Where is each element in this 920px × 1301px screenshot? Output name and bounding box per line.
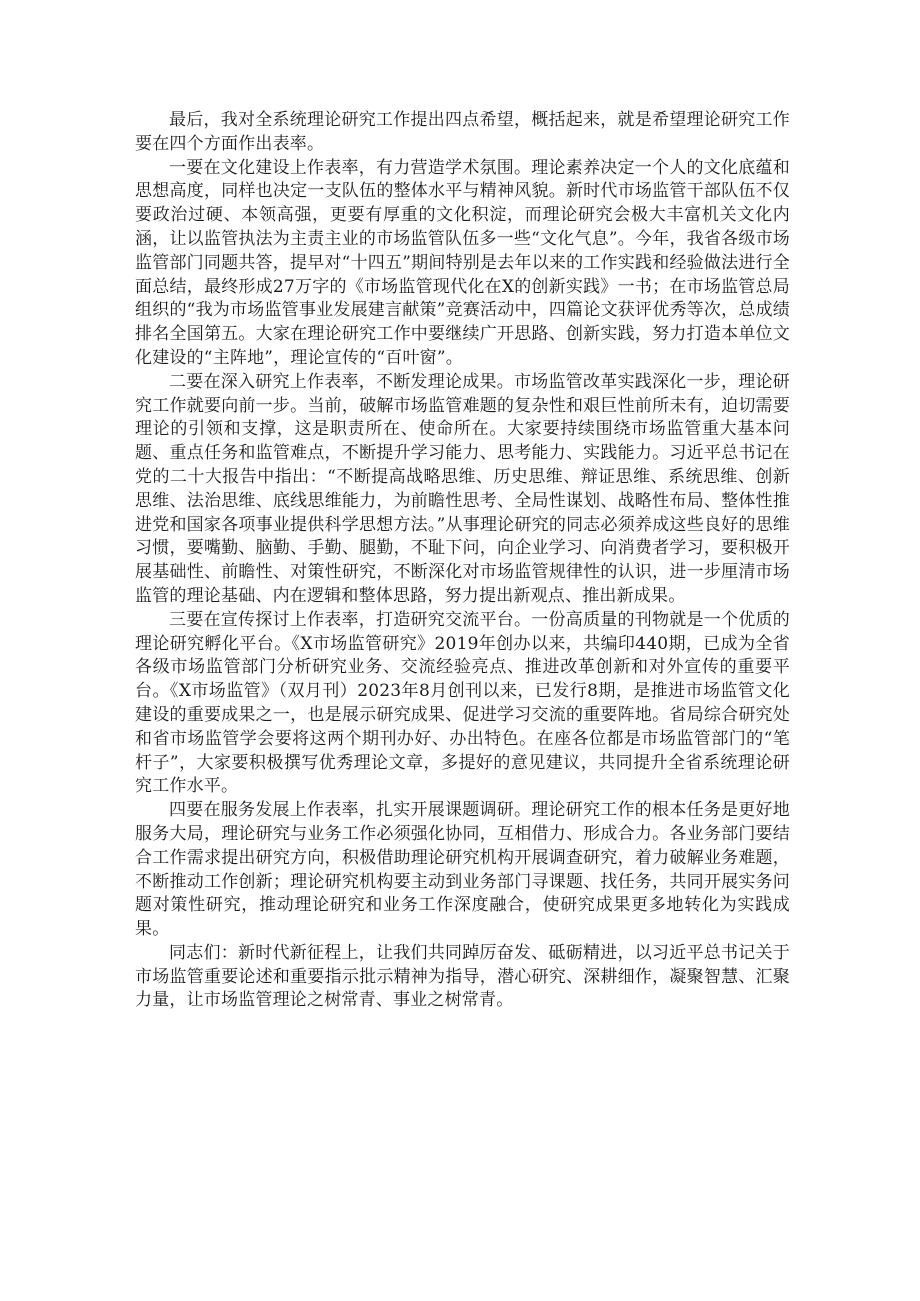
paragraph-culture: 一要在文化建设上作表率，有力营造学术氛围。理论素养决定一个人的文化底蕴和思想高度，同样也决定一支队伍的整体水平与精神风貌。新时代市场监管干部队伍不仅要政治过硬、本领高强，更要有厚重的文化积淀，而理论研究会极大丰富机关文化内涵，让以监管执法为主责主业的市场监管队伍多一些“文化气息”。今年，我省各级市场监管部门同题共答，提早对“十四五”期间特别是去年以来的工作实践和经验做法进行全面总结，最终形成27万字的《市场监管现代化在X的创新实践》一书；在市场监管总局组织的“我为市场监管事业发展建言献策”竞赛活动中，四篇论文获评优秀等次，总成绩排名全国第五。大家在理论研究工作中要继续广开思路、创新实践，努力打造本单位文化建设的“主阵地”，理论宣传的“百叶窗”。	[135, 157, 790, 368]
paragraph-research: 二要在深入研究上作表率，不断发理论成果。市场监管改革实践深化一步，理论研究工作就要向前一步。当前，破解市场监管难题的复杂性和艰巨性前所未有，迫切需要理论的引领和支撑，这是职责所在、使命所在。大家要持续围绕市场监管重大基本问题、重点任务和监管难点，不断提升学习能力、思考能力、实践能力。习近平总书记在党的二十大报告中指出：“不断提高战略思维、历史思维、辩证思维、系统思维、创新思维、法治思维、底线思维能力，为前瞻性思考、全局性谋划、战略性布局、整体性推进党和国家各项事业提供科学思想方法。”从事理论研究的同志必须养成这些良好的思维习惯，要嘴勤、脑勤、手勤、腿勤，不耻下问，向企业学习、向消费者学习，要积极开展基础性、前瞻性、对策性研究，不断深化对市场监管规律性的认识，进一步厘清市场监管的理论基础、内在逻辑和整体思路，努力提出新观点、推出新成果。	[135, 371, 790, 606]
paragraph-closing: 同志们：新时代新征程上，让我们共同踔厉奋发、砥砺精进，以习近平总书记关于市场监管重要论述和重要指示批示精神为指导，潜心研究、深耕细作，凝聚智慧、汇聚力量，让市场监管理论之树常青、事业之树常青。	[135, 942, 790, 1011]
paragraph-intro: 最后，我对全系统理论研究工作提出四点希望，概括起来，就是希望理论研究工作要在四个方面作出表率。	[135, 110, 790, 154]
paragraph-publicity: 三要在宣传探讨上作表率，打造研究交流平台。一份高质量的刊物就是一个优质的理论研究孵化平台。《X市场监管研究》2019年创办以来，共编印440期，已成为全省各级市场监管部门分析研究业务、交流经验亮点、推进改革创新和对外宣传的重要平台。《X市场监管》（双月刊）2023年8月创刊以来，已发行8期，是推进市场监管文化建设的重要成果之一，也是展示研究成果、促进学习交流的重要阵地。省局综合研究处和省市场监管学会要将这两个期刊办好、办出特色。在座各位都是市场监管部门的“笔杆子”，大家要积极撰写优秀理论文章，多提好的意见建议，共同提升全省系统理论研究工作水平。	[135, 609, 790, 797]
document-body	[135, 109, 790, 1013]
paragraph-service: 四要在服务发展上作表率，扎实开展课题调研。理论研究工作的根本任务是更好地服务大局，理论研究与业务工作必须强化协同，互相借力、形成合力。各业务部门要结合工作需求提出研究方向，积极借助理论研究机构开展调查研究，着力破解业务难题，不断推动工作创新；理论研究机构要主动到业务部门寻课题、找任务，共同开展实务问题对策性研究，推动理论研究和业务工作深度融合，使研究成果更多地转化为实践成果。	[135, 800, 790, 940]
